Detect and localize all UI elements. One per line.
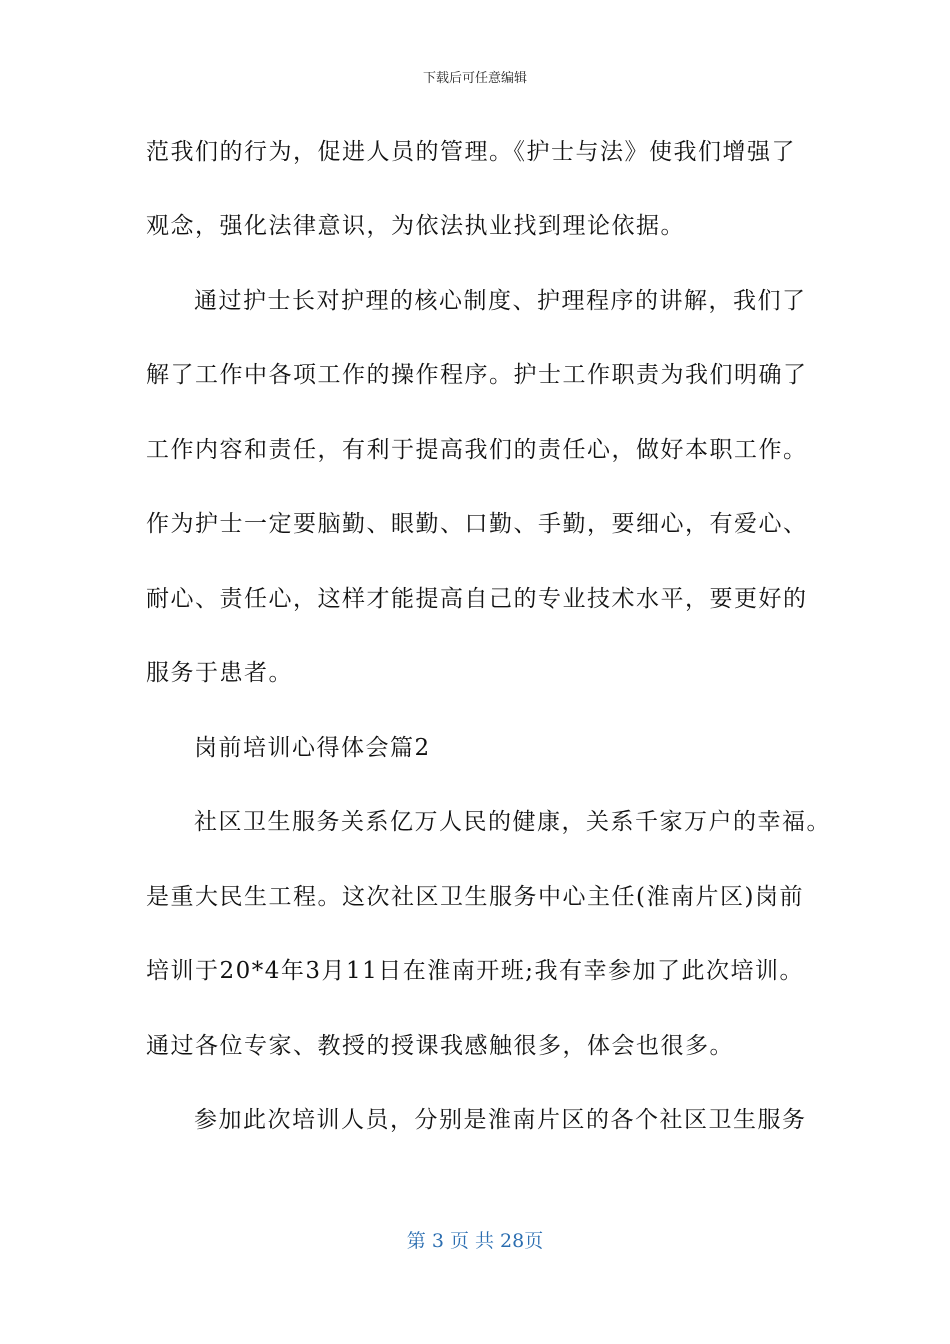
text-line: 参加此次培训人员，分别是淮南片区的各个社区卫生服务 bbox=[194, 1107, 807, 1133]
text-line: 耐心、责任心，这样才能提高自己的专业技术水平，要更好的 bbox=[146, 586, 808, 612]
text-line: 通过各位专家、教授的授课我感触很多，体会也很多。 bbox=[146, 1033, 734, 1059]
text-line: 服务于患者。 bbox=[146, 660, 293, 686]
text-line: 社区卫生服务关系亿万人民的健康，关系千家万户的幸福。 bbox=[194, 809, 831, 835]
text-line: 通过护士长对护理的核心制度、护理程序的讲解，我们了 bbox=[194, 288, 807, 314]
text-line: 是重大民生工程。这次社区卫生服务中心主任(淮南片区)岗前 bbox=[146, 884, 804, 910]
page-number: 第 3 页 共 28页 bbox=[406, 1230, 544, 1252]
section-heading: 岗前培训心得体会篇2 bbox=[194, 735, 431, 761]
text-line: 培训于20*4年3月11日在淮南开班;我有幸参加了此次培训。 bbox=[146, 958, 805, 984]
text-line: 作为护士一定要脑勤、眼勤、口勤、手勤，要细心，有爱心、 bbox=[146, 511, 808, 537]
text-line: 工作内容和责任，有利于提高我们的责任心，做好本职工作。 bbox=[146, 437, 808, 463]
text-line: 范我们的行为，促进人员的管理。《护士与法》使我们增强了 bbox=[146, 139, 796, 165]
text-line: 观念，强化法律意识，为依法执业找到理论依据。 bbox=[146, 213, 685, 239]
text-line: 解了工作中各项工作的操作程序。护士工作职责为我们明确了 bbox=[146, 362, 808, 388]
page-header-note: 下载后可任意编辑 bbox=[422, 71, 527, 86]
